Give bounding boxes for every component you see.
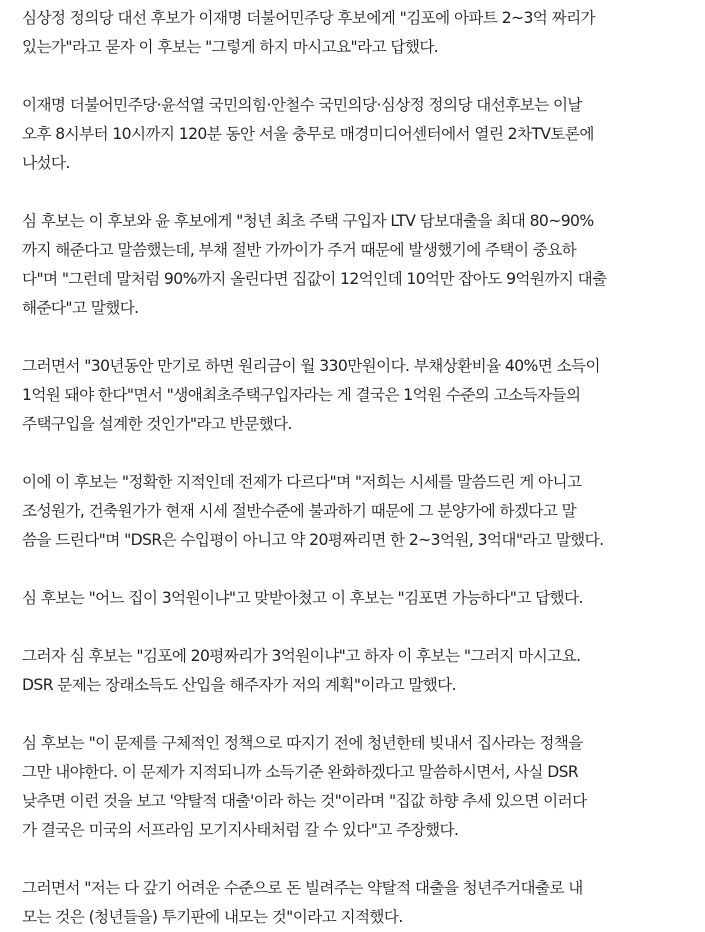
paragraph-gap [22, 845, 694, 874]
text-line: 씀을 드린다"며 "DSR은 수입평이 아니고 약 20평짜리면 한 2~3억원, 3억대"라고 말했다. [22, 531, 604, 549]
text-line: 오후 8시부터 10시까지 120분 동안 서울 충무로 매경미디어센터에서 열린 2차TV토론에 [22, 125, 594, 143]
text-line: 심상정 정의당 대선 후보가 이재명 더불어민주당 후보에게 "김포에 아파트 2~3억 짜리가 [22, 9, 596, 27]
text-line: 이에 이 후보는 "정확한 지적인데 전제가 다르다"며 "저희는 시세를 말씀드린 게 아니고 [22, 473, 582, 491]
paragraph-8 [22, 729, 694, 845]
text-line: 1억원 돼야 한다"면서 "생애최초주택구입자라는 게 결국은 1억원 수준의 고소득자들의 [22, 386, 581, 404]
text-line: 조성원가, 건축원가가 현재 시세 절반수준에 불과하기 때문에 그 분양가에 하겠다고 말 [22, 502, 577, 520]
text-line: 심 후보는 이 후보와 윤 후보에게 "청년 최초 주택 구입자 LTV 담보대출을 최대 80~90% [22, 212, 594, 230]
paragraph-6 [22, 584, 694, 613]
paragraph-gap [22, 700, 694, 729]
text-line: 그러면서 "저는 다 갚기 어려운 수준으로 돈 빌려주는 약탈적 대출을 청년주거대출로 내 [22, 879, 583, 897]
paragraph-2 [22, 91, 694, 178]
text-line: 심 후보는 "이 문제를 구체적인 정책으로 따지기 전에 청년한테 빚내서 집사라는 정책을 [22, 734, 583, 752]
text-line: 나섰다. [22, 154, 70, 172]
text-line: 까지 해준다고 말씀했는데, 부채 절반 가까이가 주거 때문에 발생했기에 주택이 중요하 [22, 241, 577, 259]
text-line: 해준다"고 말했다. [22, 299, 139, 317]
paragraph-gap [22, 62, 694, 91]
text-line: DSR 문제는 장래소득도 산입을 해주자가 저의 계획"이라고 말했다. [22, 676, 456, 694]
paragraph-gap [22, 439, 694, 468]
paragraph-gap [22, 555, 694, 584]
text-line: 낮추면 이런 것을 보고 '약탈적 대출'이라 하는 것"이라며 "집값 하향 추세 있으면 이러다 [22, 792, 587, 810]
text-line: 주택구입을 설계한 것인가"라고 반문했다. [22, 415, 292, 433]
article-body [22, 0, 694, 932]
text-line: 이재명 더불어민주당·윤석열 국민의힘·안철수 국민의당·심상정 정의당 대선후보는 이날 [22, 96, 582, 114]
paragraph-gap [22, 613, 694, 642]
paragraph-9 [22, 874, 694, 932]
text-line: 그러면서 "30년동안 만기로 하면 원리금이 월 330만원이다. 부채상환비율 40%면 소득이 [22, 357, 600, 375]
text-line: 있는가"라고 묻자 이 후보는 "그렇게 하지 마시고요"라고 답했다. [22, 38, 439, 56]
text-line: 가 결국은 미국의 서프라임 모기지사태처럼 갈 수 있다"고 주장했다. [22, 821, 459, 839]
paragraph-gap [22, 323, 694, 352]
text-line: 모는 것은 (청년들을) 투기판에 내모는 것"이라고 지적했다. [22, 908, 403, 926]
text-line: 다"며 "그런데 말처럼 90%까지 올린다면 집값이 12억인데 10억만 잡아도 9억원까지 대출 [22, 270, 607, 288]
paragraph-3 [22, 207, 694, 323]
paragraph-1 [22, 4, 694, 62]
text-line: 심 후보는 "어느 집이 3억원이냐"고 맞받아쳤고 이 후보는 "김포면 가능하다"고 답했다. [22, 589, 583, 607]
text-line: 그러자 심 후보는 "김포에 20평짜리가 3억원이냐"고 하자 이 후보는 "그러지 마시고요. [22, 647, 581, 665]
paragraph-5 [22, 468, 694, 555]
text-line: 그만 내야한다. 이 문제가 지적되니까 소득기준 완화하겠다고 말씀하시면서, 사실 DSR [22, 763, 579, 781]
paragraph-gap [22, 178, 694, 207]
paragraph-4 [22, 352, 694, 439]
paragraph-7 [22, 642, 694, 700]
